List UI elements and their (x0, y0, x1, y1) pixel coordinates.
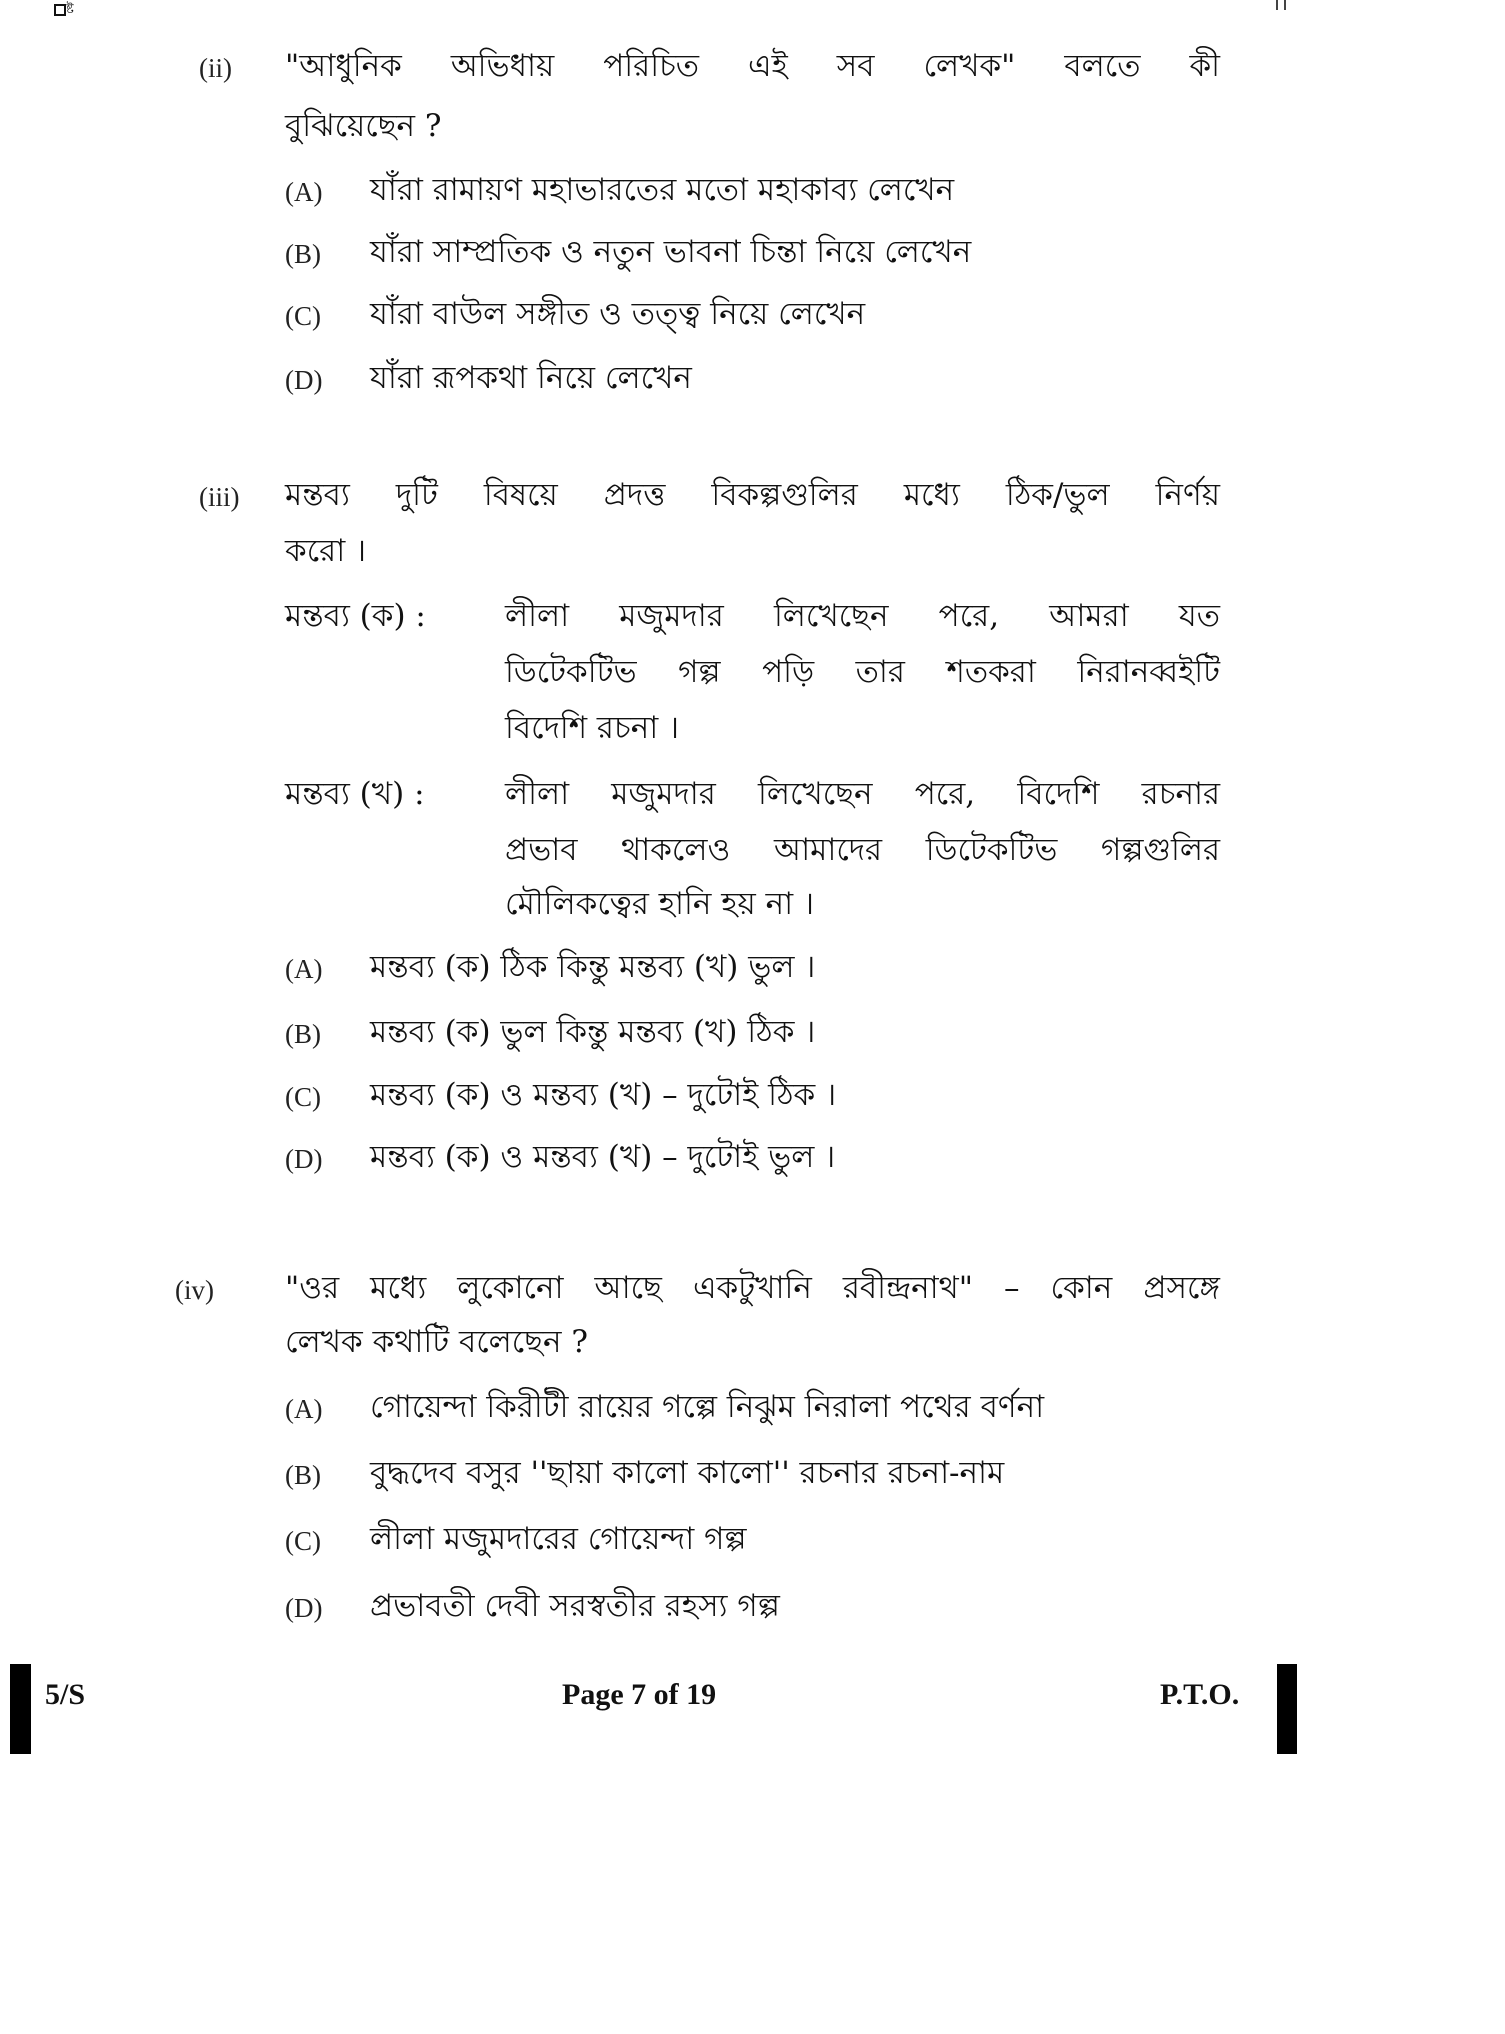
question-text: মন্তব্য দুটি বিষয়ে প্রদত্ত বিকল্পগুলির মধ্যে ঠিক/ভুল নির্ণয় (285, 477, 1220, 513)
statement-text: লীলা মজুমদার লিখেছেন পরে, আমরা যত (505, 598, 1220, 634)
option-text: যাঁরা সাম্প্রতিক ও নতুন ভাবনা চিন্তা নিয়ে লেখেন (370, 234, 972, 270)
option-text: মন্তব্য (ক) ভুল কিন্তু মন্তব্য (খ) ঠিক । (370, 1014, 816, 1050)
statement-text: বিদেশি রচনা । (505, 710, 680, 746)
question-text: বুঝিয়েছেন ? (285, 108, 442, 144)
option-label: (C) (285, 1526, 321, 1556)
paper-code: 5/S (45, 1678, 86, 1711)
statement-label: মন্তব্য (ক) : (285, 598, 426, 634)
option-label: (D) (285, 1593, 323, 1623)
question-number: (iv) (175, 1275, 214, 1305)
statement-text: মৌলিকত্বের হানি হয় না । (505, 886, 815, 922)
statement-text: প্রভাব থাকলেও আমাদের ডিটেকটিভ গল্পগুলির (505, 832, 1220, 868)
option-label: (A) (285, 177, 323, 207)
question-number: (ii) (199, 53, 232, 83)
option-text: লীলা মজুমদারের গোয়েন্দা গল্প (370, 1521, 747, 1557)
statement-text: লীলা মজুমদার লিখেছেন পরে, বিদেশি রচনার (505, 776, 1220, 812)
statement-label: মন্তব্য (খ) : (285, 776, 425, 812)
option-text: মন্তব্য (ক) ও মন্তব্য (খ) – দুটোই ঠিক । (370, 1077, 837, 1113)
question-text: "আধুনিক অভিধায় পরিচিত এই সব লেখক" বলতে কী (285, 48, 1220, 84)
question-text: "ওর মধ্যে লুকোনো আছে একটুখানি রবীন্দ্রনাথ" – কোন প্রসঙ্গে (285, 1270, 1220, 1306)
statement-text: ডিটেকটিভ গল্প পড়ি তার শতকরা নিরানব্বইটি (505, 654, 1220, 690)
option-label: (C) (285, 1082, 321, 1112)
left-margin-bar (10, 1664, 31, 1754)
option-label: (C) (285, 301, 321, 331)
option-label: (B) (285, 239, 321, 269)
option-text: যাঁরা রূপকথা নিয়ে লেখেন (370, 360, 692, 396)
option-text: গোয়েন্দা কিরীটী রায়ের গল্পে নিঝুম নিরালা পথের বর্ণনা (370, 1389, 1045, 1425)
option-text: প্রভাবতী দেবী সরস্বতীর রহস্য গল্প (370, 1588, 780, 1624)
question-text: করো । (285, 533, 367, 569)
option-label: (D) (285, 365, 323, 395)
right-margin-bar (1277, 1664, 1297, 1754)
option-label: (B) (285, 1019, 321, 1049)
option-label: (B) (285, 1460, 321, 1490)
page-number: Page 7 of 19 (562, 1678, 717, 1711)
option-label: (A) (285, 1394, 323, 1424)
qr-code-icon: ষ্ট (54, 2, 102, 18)
option-text: মন্তব্য (ক) ঠিক কিন্তু মন্তব্য (খ) ভুল । (370, 949, 816, 985)
pto-label: P.T.O. (1160, 1678, 1240, 1711)
option-text: যাঁরা রামায়ণ মহাভারতের মতো মহাকাব্য লেখেন (370, 172, 955, 208)
option-text: মন্তব্য (ক) ও মন্তব্য (খ) – দুটোই ভুল । (370, 1139, 836, 1175)
corner-mark (1276, 0, 1286, 10)
option-text: যাঁরা বাউল সঙ্গীত ও তত্ত্ব নিয়ে লেখেন (370, 296, 866, 332)
option-label: (A) (285, 954, 323, 984)
option-label: (D) (285, 1144, 323, 1174)
question-number: (iii) (199, 482, 240, 512)
option-text: বুদ্ধদেব বসুর ''ছায়া কালো কালো'' রচনার রচনা-নাম (370, 1455, 1005, 1491)
question-text: লেখক কথাটি বলেছেন ? (285, 1324, 588, 1360)
